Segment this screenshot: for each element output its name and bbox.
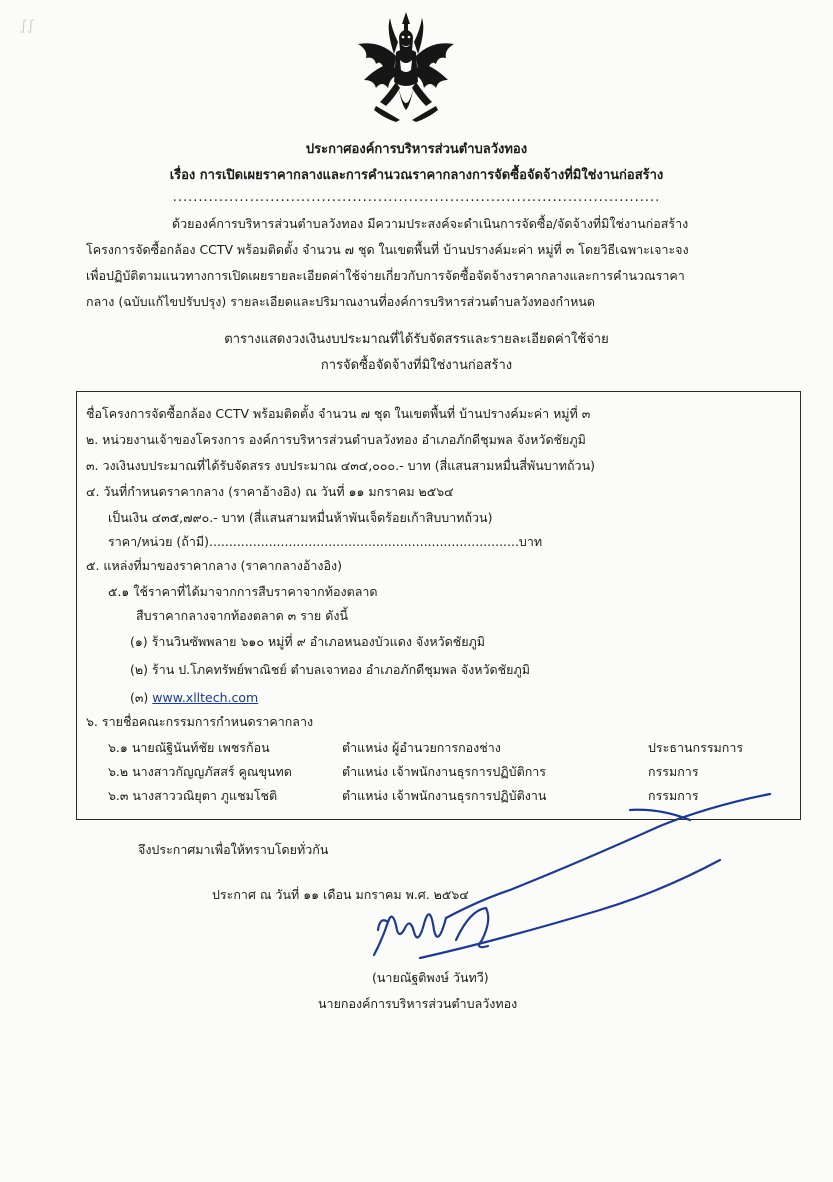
intro-line-2: โครงการจัดซื้อกล้อง CCTV พร้อมติดตั้ง จำนวน ๗ ชุด ในเขตพื้นที่ บ้านปรางค์มะค่า หมู่ที่ ๓ โดยวิธีเฉพาะเจาะจง [86, 242, 689, 257]
project-name: ชื่อโครงการจัดซื้อกล้อง CCTV พร้อมติดตั้ง จำนวน ๗ ชุด ในเขตพื้นที่ บ้านปรางค์มะค่า หมู่ที่ ๓ [86, 406, 591, 421]
market-survey: ๕.๑ ใช้ราคาที่ได้มาจากการสืบราคาจากท้องตลาด [108, 584, 378, 599]
committee-member-role: กรรมการ [648, 788, 699, 803]
committee-member-position: ตำแหน่ง ผู้อำนวยการกองช่าง [342, 740, 501, 755]
owner-agency: ๒. หน่วยงานเจ้าของโครงการ องค์การบริหารส่วนตำบลวังทอง อำเภอภักดีชุมพล จังหวัดชัยภูมิ [86, 432, 586, 447]
intro-line-4: กลาง (ฉบับแก้ไขปรับปรุง) รายละเอียดและปริมาณงานที่องค์การบริหารส่วนตำบลวังทองกำหนด [86, 294, 596, 309]
reference-price-date: ๔. วันที่กำหนดราคากลาง (ราคาอ้างอิง) ณ วันที่ ๑๑ มกราคม ๒๕๖๔ [86, 484, 454, 499]
signature-image [360, 790, 800, 970]
committee-member-name: ๖.๑ นายณัฐินันท์ชัย เพชรก้อน [108, 740, 270, 755]
intro-line-1: ด้วยองค์การบริหารส่วนตำบลวังทอง มีความประสงค์จะดำเนินการจัดซื้อ/จัดจ้างที่มิใช่งานก่อสร้าง [172, 216, 689, 231]
announce-date: ประกาศ ณ วันที่ ๑๑ เดือน มกราคม พ.ศ. ๒๕๖๔ [212, 887, 469, 902]
committee-member-role: กรรมการ [648, 764, 699, 779]
signer-name: (นายณัฐติพงษ์ วันทวี) [372, 970, 489, 985]
bleed-through-mark: ∫∫ [20, 18, 35, 34]
source-item [130, 688, 258, 708]
source-item [130, 660, 530, 680]
allocated-budget: ๓. วงเงินงบประมาณที่ได้รับจัดสรร งบประมาณ ๔๓๔,๐๐๐.- บาท (สี่แสนสามหมื่นสี่พันบาทถ้วน) [86, 458, 596, 473]
committee-member-position: ตำแหน่ง เจ้าพนักงานธุรการปฏิบัติงาน [342, 788, 547, 803]
source-link[interactable]: www.xlltech.com [152, 690, 259, 705]
committee-heading: ๖. รายชื่อคณะกรรมการกำหนดราคากลาง [86, 714, 314, 729]
committee-member-name: ๖.๒ นางสาวกัญญภัสสร์ คูณขุนทด [108, 764, 292, 779]
source-item [130, 632, 485, 652]
announcement-title: ประกาศองค์การบริหารส่วนตำบลวังทอง [305, 142, 528, 157]
intro-line-3: เพื่อปฏิบัติตามแนวทางการเปิดเผยรายละเอียดค่าใช้จ่ายเกี่ยวกับการจัดซื้อจัดจ้างราคากลางและการคำนวณราคา [86, 268, 685, 283]
committee-member-position: ตำแหน่ง เจ้าพนักงานธุรการปฏิบัติการ [342, 764, 547, 779]
source-number: (๑) [130, 634, 148, 649]
committee-member-name: ๖.๓ นางสาววณิยุตา ภูแชมโชติ [108, 788, 278, 803]
price-source-heading: ๕. แหล่งที่มาของราคากลาง (ราคากลางอ้างอิง) [86, 558, 343, 573]
reference-price-amount: เป็นเงิน ๔๓๕,๗๙๐.- บาท (สี่แสนสามหมื่นห้าพันเจ็ดร้อยเก้าสิบบาทถ้วน) [108, 510, 493, 525]
signer-title: นายกองค์การบริหารส่วนตำบลวังทอง [318, 996, 518, 1011]
table-title-line-1: ตารางแสดงวงเงินงบประมาณที่ได้รับจัดสรรและรายละเอียดค่าใช้จ่าย [224, 332, 609, 347]
garuda-emblem-icon [350, 10, 462, 125]
market-survey-sub: สืบราคากลางจากท้องตลาด ๓ ราย ดังนี้ [136, 608, 348, 623]
unit-price: ราคา/หน่วย (ถ้ามี)..............................................................................บาท [108, 534, 543, 549]
announce-statement: จึงประกาศมาเพื่อให้ทราบโดยทั่วกัน [138, 842, 329, 857]
source-text: ร้าน ป.โภคทรัพย์พาณิชย์ ตำบลเจาทอง อำเภอภักดีชุมพล จังหวัดชัยภูมิ [151, 662, 530, 677]
committee-member-role: ประธานกรรมการ [648, 740, 744, 755]
source-text: ร้านวินซัพพลาย ๖๑๐ หมู่ที่ ๙ อำเภอหนองบัวแดง จังหวัดชัยภูมิ [151, 634, 486, 649]
source-number: (๒) [130, 662, 148, 677]
announcement-subject: เรื่อง การเปิดเผยราคากลางและการคำนวณราคากลางการจัดซื้อจัดจ้างที่มิใช่งานก่อสร้าง [169, 168, 664, 183]
source-number: (๓) [130, 690, 149, 705]
title-separator: ............................................................................................... [172, 190, 661, 205]
table-title-line-2: การจัดซื้อจัดจ้างที่มิใช่งานก่อสร้าง [320, 358, 513, 373]
